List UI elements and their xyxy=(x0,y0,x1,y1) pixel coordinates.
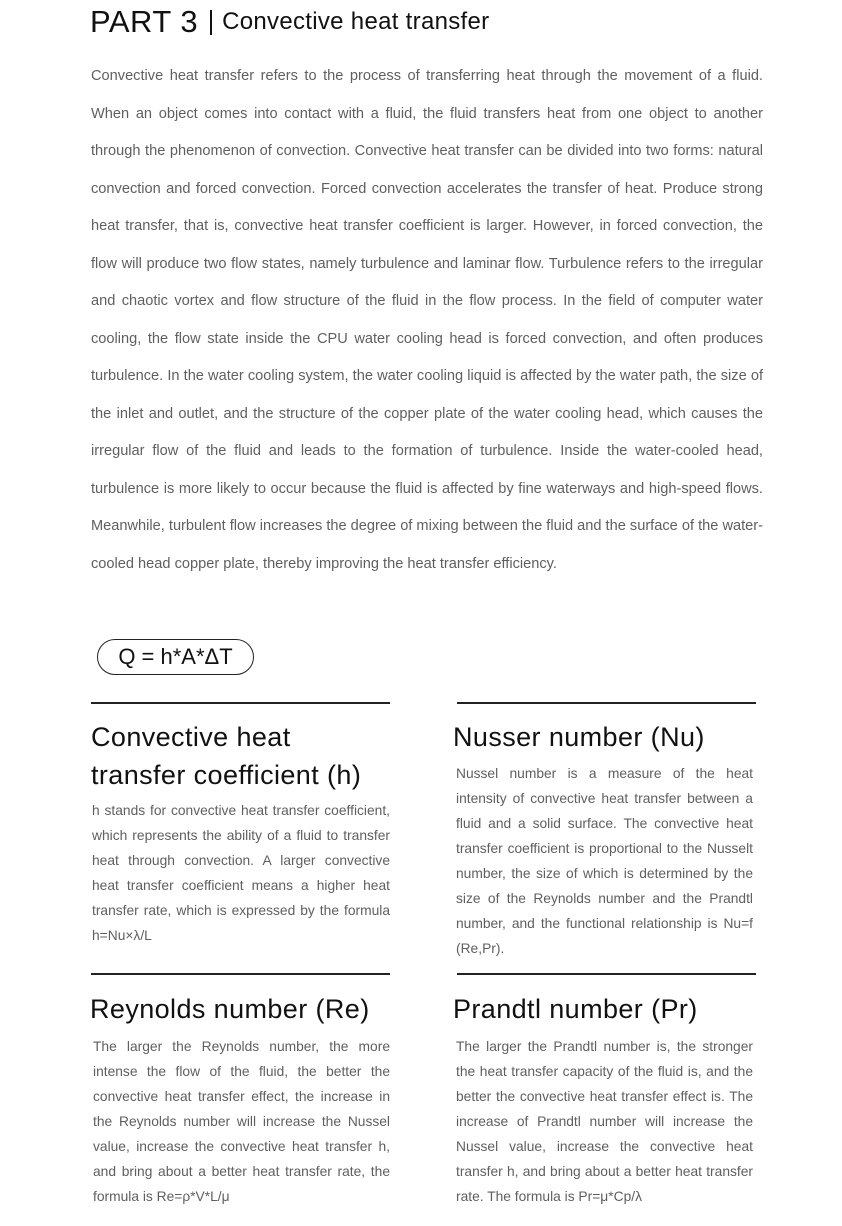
section-title-h: Convective heat transfer coefficient (h) xyxy=(91,722,362,790)
section-divider xyxy=(457,702,756,704)
section-body-h: h stands for convective heat transfer coefficient, which represents the ability of a fluid to transfer heat through convection. A larger convective heat transfer coefficient means a higher heat transfer rate, which is expressed by the formula h=Nu×λ/L xyxy=(92,803,390,943)
section-divider xyxy=(91,702,390,704)
section-heading: Convective heat transfer xyxy=(222,8,490,35)
section-divider xyxy=(91,973,390,975)
section-title-nu: Nusser number (Nu) xyxy=(453,722,705,752)
title-divider xyxy=(210,10,212,35)
section-body-re: The larger the Reynolds number, the more intense the flow of the fluid, the better the convective heat transfer effect, the increase in the Reynolds number will increase the Nussel value, increase the convective heat transfer h, and bring about a better heat transfer rate, the formula is Re=ρ*V*L/μ xyxy=(93,1039,390,1204)
page-title xyxy=(90,2,489,42)
section-body-nu: Nussel number is a measure of the heat intensity of convective heat transfer between a fluid and a solid surface. The convective heat transfer coefficient is proportional to the Nusselt number, the size of which is determined by the size of the Reynolds number and the Prandtl number, and the functional relationship is Nu=f (Re,Pr). xyxy=(456,766,753,956)
part-label: PART 3 xyxy=(90,4,199,39)
section-body-pr: The larger the Prandtl number is, the stronger the heat transfer capacity of the fluid is, and the better the convective heat transfer effect is. The increase of Prandtl number will increase the Nussel value, increase the convective heat transfer h, and bring about a better heat transfer rate. The formula is Pr=μ*Cp/λ xyxy=(456,1039,753,1204)
intro-paragraph: Convective heat transfer refers to the process of transferring heat through the movement of a fluid. When an object comes into contact with a fluid, the fluid transfers heat from one object to another through the phenomenon of convection. Convective heat transfer can be divided into two forms: natural convection and forced convection. Forced convection accelerates the transfer of heat. Produce strong heat transfer, that is, convective heat transfer coefficient is larger. However, in forced convection, the flow will produce two flow states, namely turbulence and laminar flow. Turbulence refers to the irregular and chaotic vortex and flow structure of the fluid in the flow process. In the field of computer water cooling, the flow state inside the CPU water cooling head is forced convection, and often produces turbulence. In the water cooling system, the water cooling liquid is affected by the water path, the size of the inlet and outlet, and the structure of the copper plate of the water cooling head, which causes the irregular flow of the fluid and leads to the formation of turbulence. Inside the water-cooled head, turbulence is more likely to occur because the fluid is affected by fine waterways and high-speed flows. Meanwhile, turbulent flow increases the degree of mixing between the fluid and the surface of the water-cooled head copper plate, thereby improving the heat transfer efficiency. xyxy=(91,68,763,572)
section-title-pr: Prandtl number (Pr) xyxy=(453,994,698,1024)
formula-badge: Q = h*A*ΔT xyxy=(97,639,254,675)
section-divider xyxy=(457,973,756,975)
section-title-re: Reynolds number (Re) xyxy=(90,994,370,1024)
